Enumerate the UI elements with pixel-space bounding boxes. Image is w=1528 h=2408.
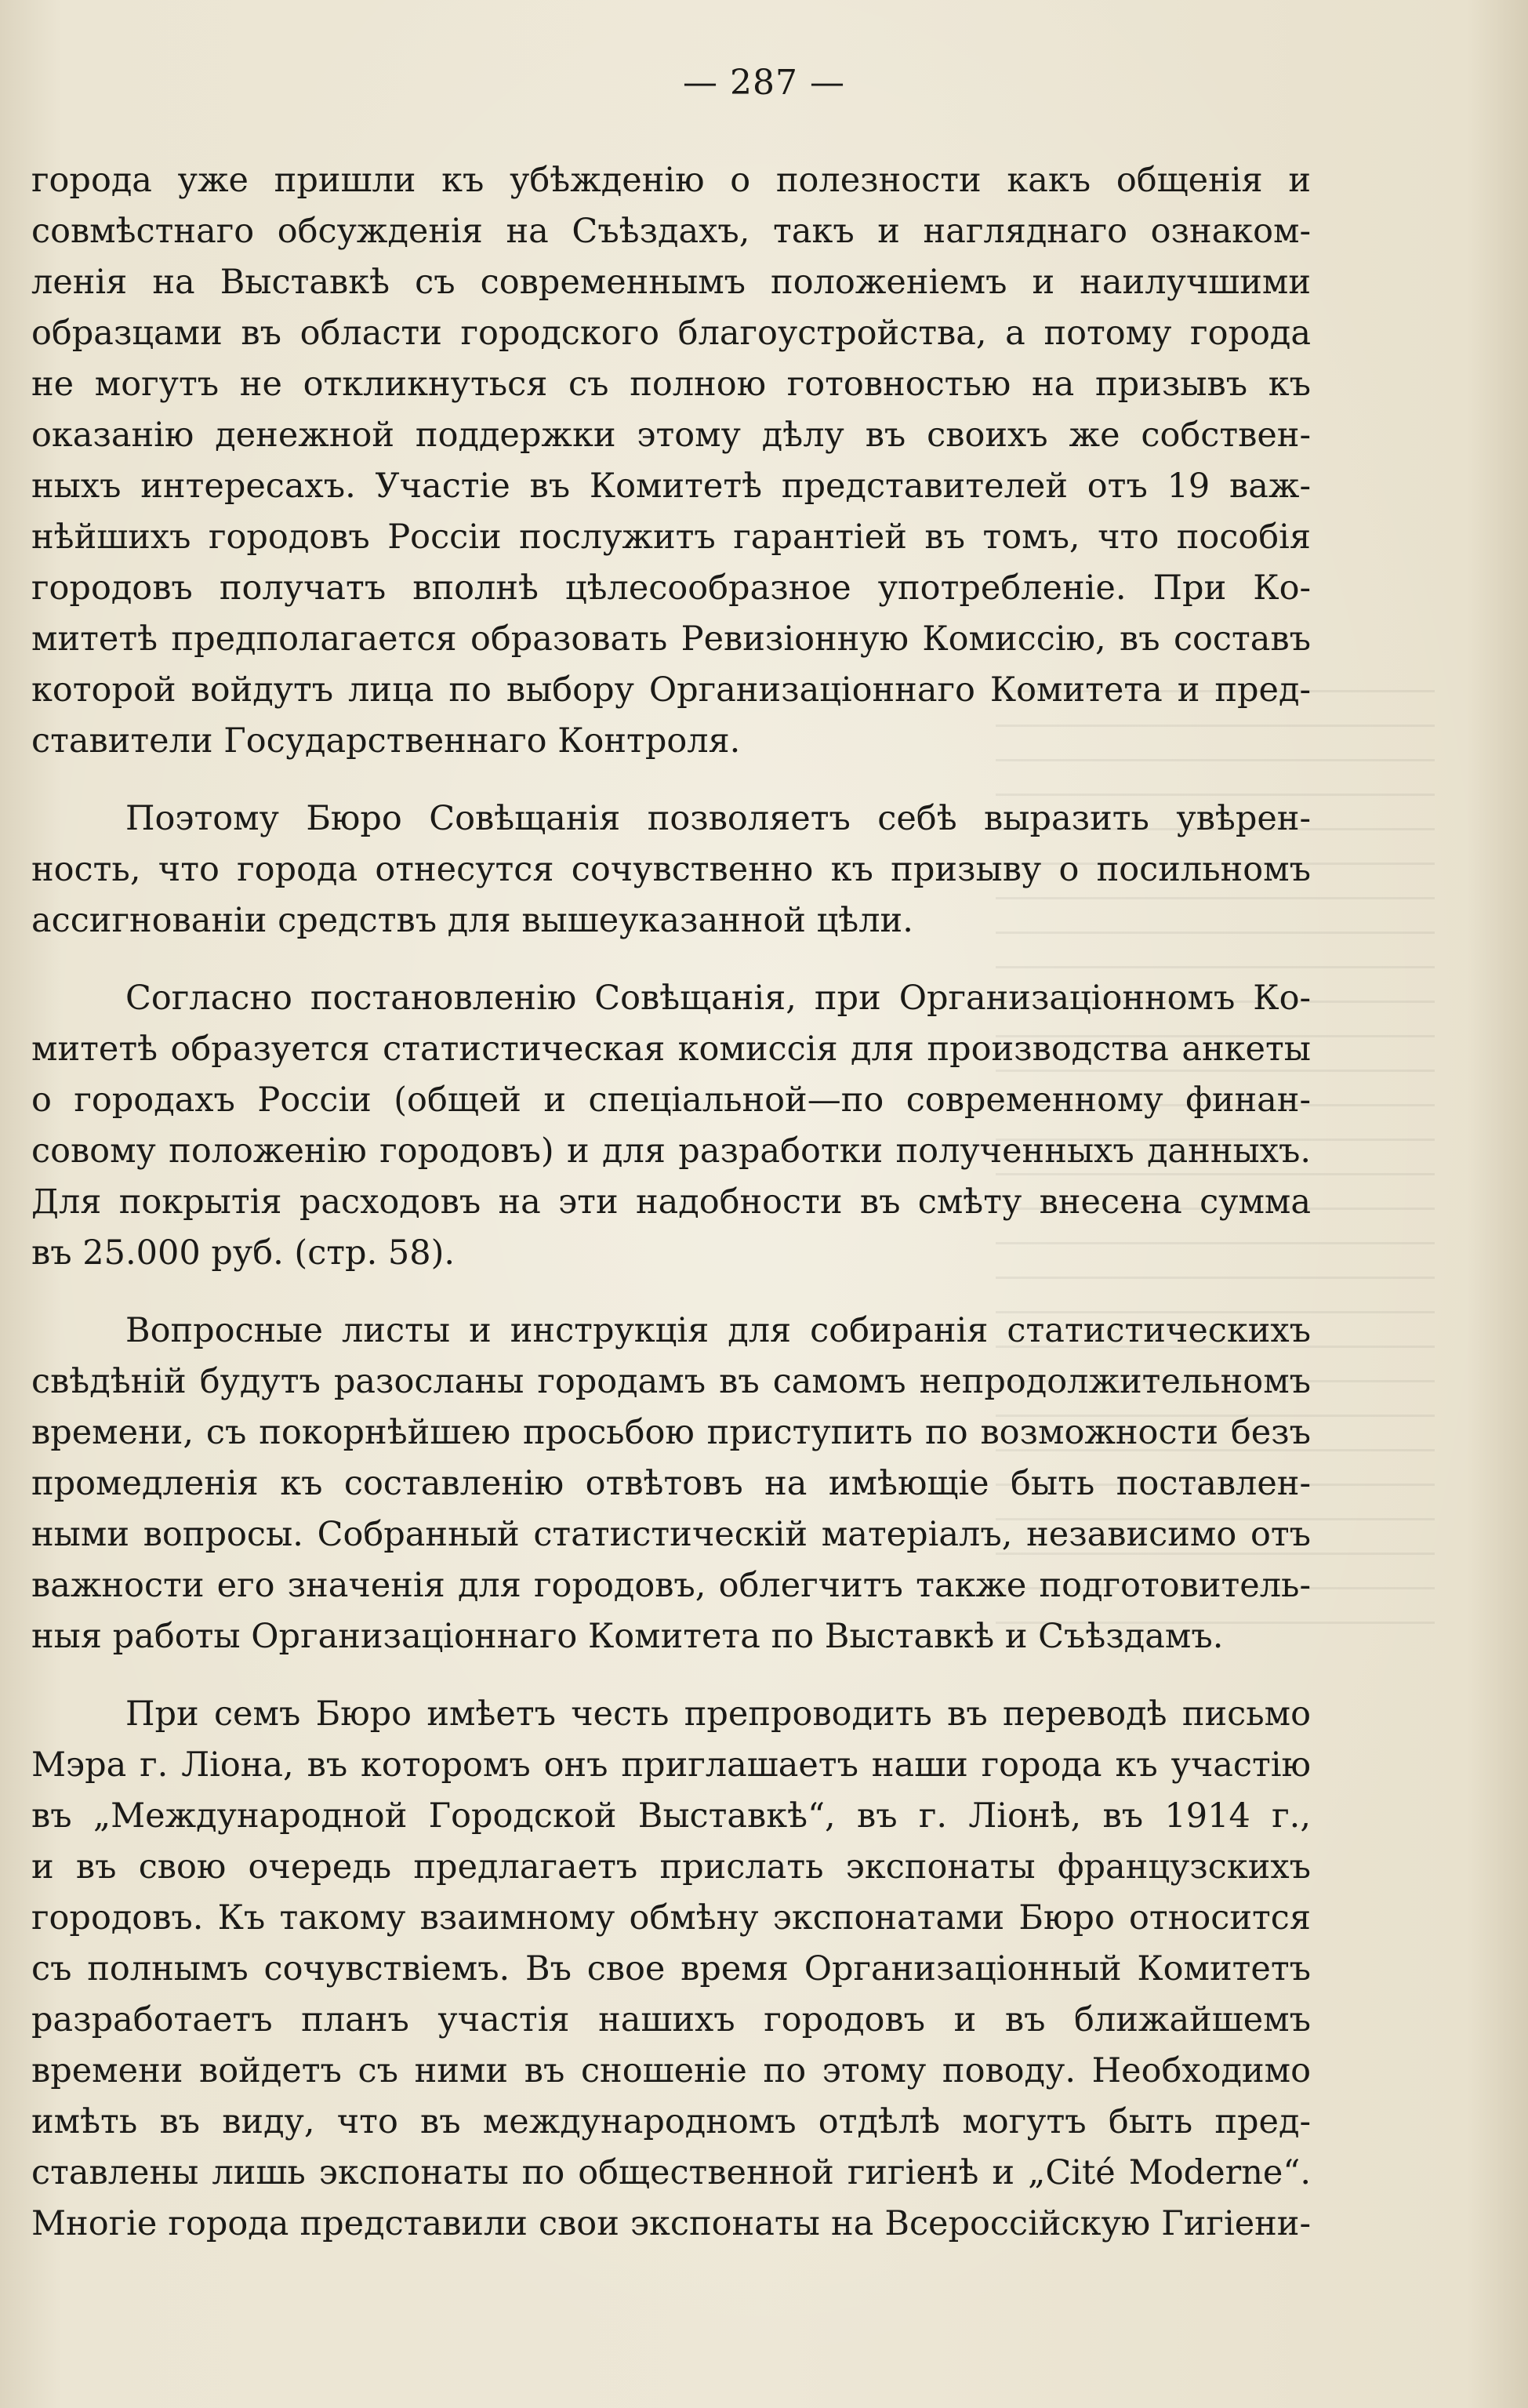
text-line: не могутъ не откликнуться съ полною готовностью на призывъ къ [31,365,1311,404]
text-line: городовъ. Къ такому взаимному обмѣну экспонатами Бюро относится [31,1898,1311,1938]
text-line: При семъ Бюро имѣетъ честь препроводить въ переводѣ письмо [125,1694,1311,1734]
text-line: промедленія къ составленію отвѣтовъ на имѣющіе быть поставлен- [31,1464,1311,1503]
text-line: Для покрытія расходовъ на эти надобности въ смѣту внесена сумма [31,1182,1311,1222]
text-line: времени, съ покорнѣйшею просьбою приступить по возможности безъ [31,1413,1311,1452]
text-body [31,155,1311,2276]
text-line: ность, что города отнесутся сочувственно къ призыву о посильномъ [31,850,1311,889]
text-line: въ „Международной Городской Выставкѣ“, въ г. Ліонѣ, въ 1914 г., [31,1796,1311,1836]
text-line: имѣть въ виду, что въ международномъ отдѣлѣ могутъ быть пред- [31,2102,1311,2141]
text-line: совмѣстнаго обсужденія на Съѣздахъ, такъ и нагляднаго ознаком- [31,212,1311,251]
paragraph-5 [31,1689,1311,2250]
text-line: важности его значенія для городовъ, облегчитъ также подготовитель- [31,1566,1311,1605]
text-line: нѣйшихъ городовъ Россіи послужитъ гарантіей въ томъ, что пособія [31,518,1311,557]
text-line: Согласно постановленію Совѣщанія, при Организаціонномъ Ко- [125,979,1311,1018]
text-line: разработаетъ планъ участія нашихъ городовъ и въ ближайшемъ [31,2000,1311,2039]
paragraph-1 [31,155,1311,767]
text-line: которой войдутъ лица по выбору Организаціоннаго Комитета и пред- [31,670,1311,710]
text-line: города уже пришли къ убѣжденію о полезности какъ общенія и [31,161,1311,200]
text-line: Поэтому Бюро Совѣщанія позволяетъ себѣ выразить увѣрен- [125,799,1311,838]
text-line: Мэра г. Ліона, въ которомъ онъ приглашаетъ наши города къ участію [31,1745,1311,1785]
text-line: съ полнымъ сочувствіемъ. Въ свое время Организаціонный Комитетъ [31,1949,1311,1989]
text-line: Многіе города представили свои экспонаты на Всероссійскую Гигіени- [31,2204,1311,2243]
paragraph-4 [31,1306,1311,1662]
text-line: свѣдѣній будутъ разосланы городамъ въ самомъ непродолжительномъ [31,1362,1311,1401]
text-line: и въ свою очередь предлагаетъ прислать экспонаты французскихъ [31,1847,1311,1887]
text-line: ассигнованіи средствъ для вышеуказанной цѣли. [31,901,913,940]
text-line: городовъ получатъ вполнѣ цѣлесообразное употребленіе. При Ко- [31,568,1311,608]
text-line: ленія на Выставкѣ съ современнымъ положеніемъ и наилучшими [31,263,1311,302]
text-line: ставлены лишь экспонаты по общественной гигіенѣ и „Cité Moderne“. [31,2153,1311,2192]
text-line: оказанію денежной поддержки этому дѣлу въ своихъ же собствен- [31,416,1311,455]
paragraph-3 [31,973,1311,1279]
text-line: въ 25.000 руб. (стр. 58). [31,1233,455,1273]
text-line: о городахъ Россіи (общей и спеціальной—по современному финан- [31,1081,1311,1120]
text-line: Вопросные листы и инструкція для собиранія статистическихъ [125,1311,1311,1350]
text-line: митетѣ предполагается образовать Ревизіонную Комиссію, въ составъ [31,619,1311,659]
text-line: митетѣ образуется статистическая комиссія для производства анкеты [31,1030,1311,1069]
text-line: ставители Государственнаго Контроля. [31,721,741,761]
text-line: ныя работы Организаціоннаго Комитета по Выставкѣ и Съѣздамъ. [31,1617,1224,1656]
page-number: — 287 — [683,63,845,103]
text-line: ными вопросы. Собранный статистическій матеріалъ, независимо отъ [31,1515,1311,1554]
text-line: совому положенію городовъ) и для разработки полученныхъ данныхъ. [31,1131,1311,1171]
paragraph-2 [31,794,1311,946]
text-line: времени войдетъ съ ними въ сношеніе по этому поводу. Необходимо [31,2051,1311,2090]
text-line: ныхъ интересахъ. Участіе въ Комитетѣ представителей отъ 19 важ- [31,467,1311,506]
text-line: образцами въ области городского благоустройства, а потому города [31,314,1311,353]
